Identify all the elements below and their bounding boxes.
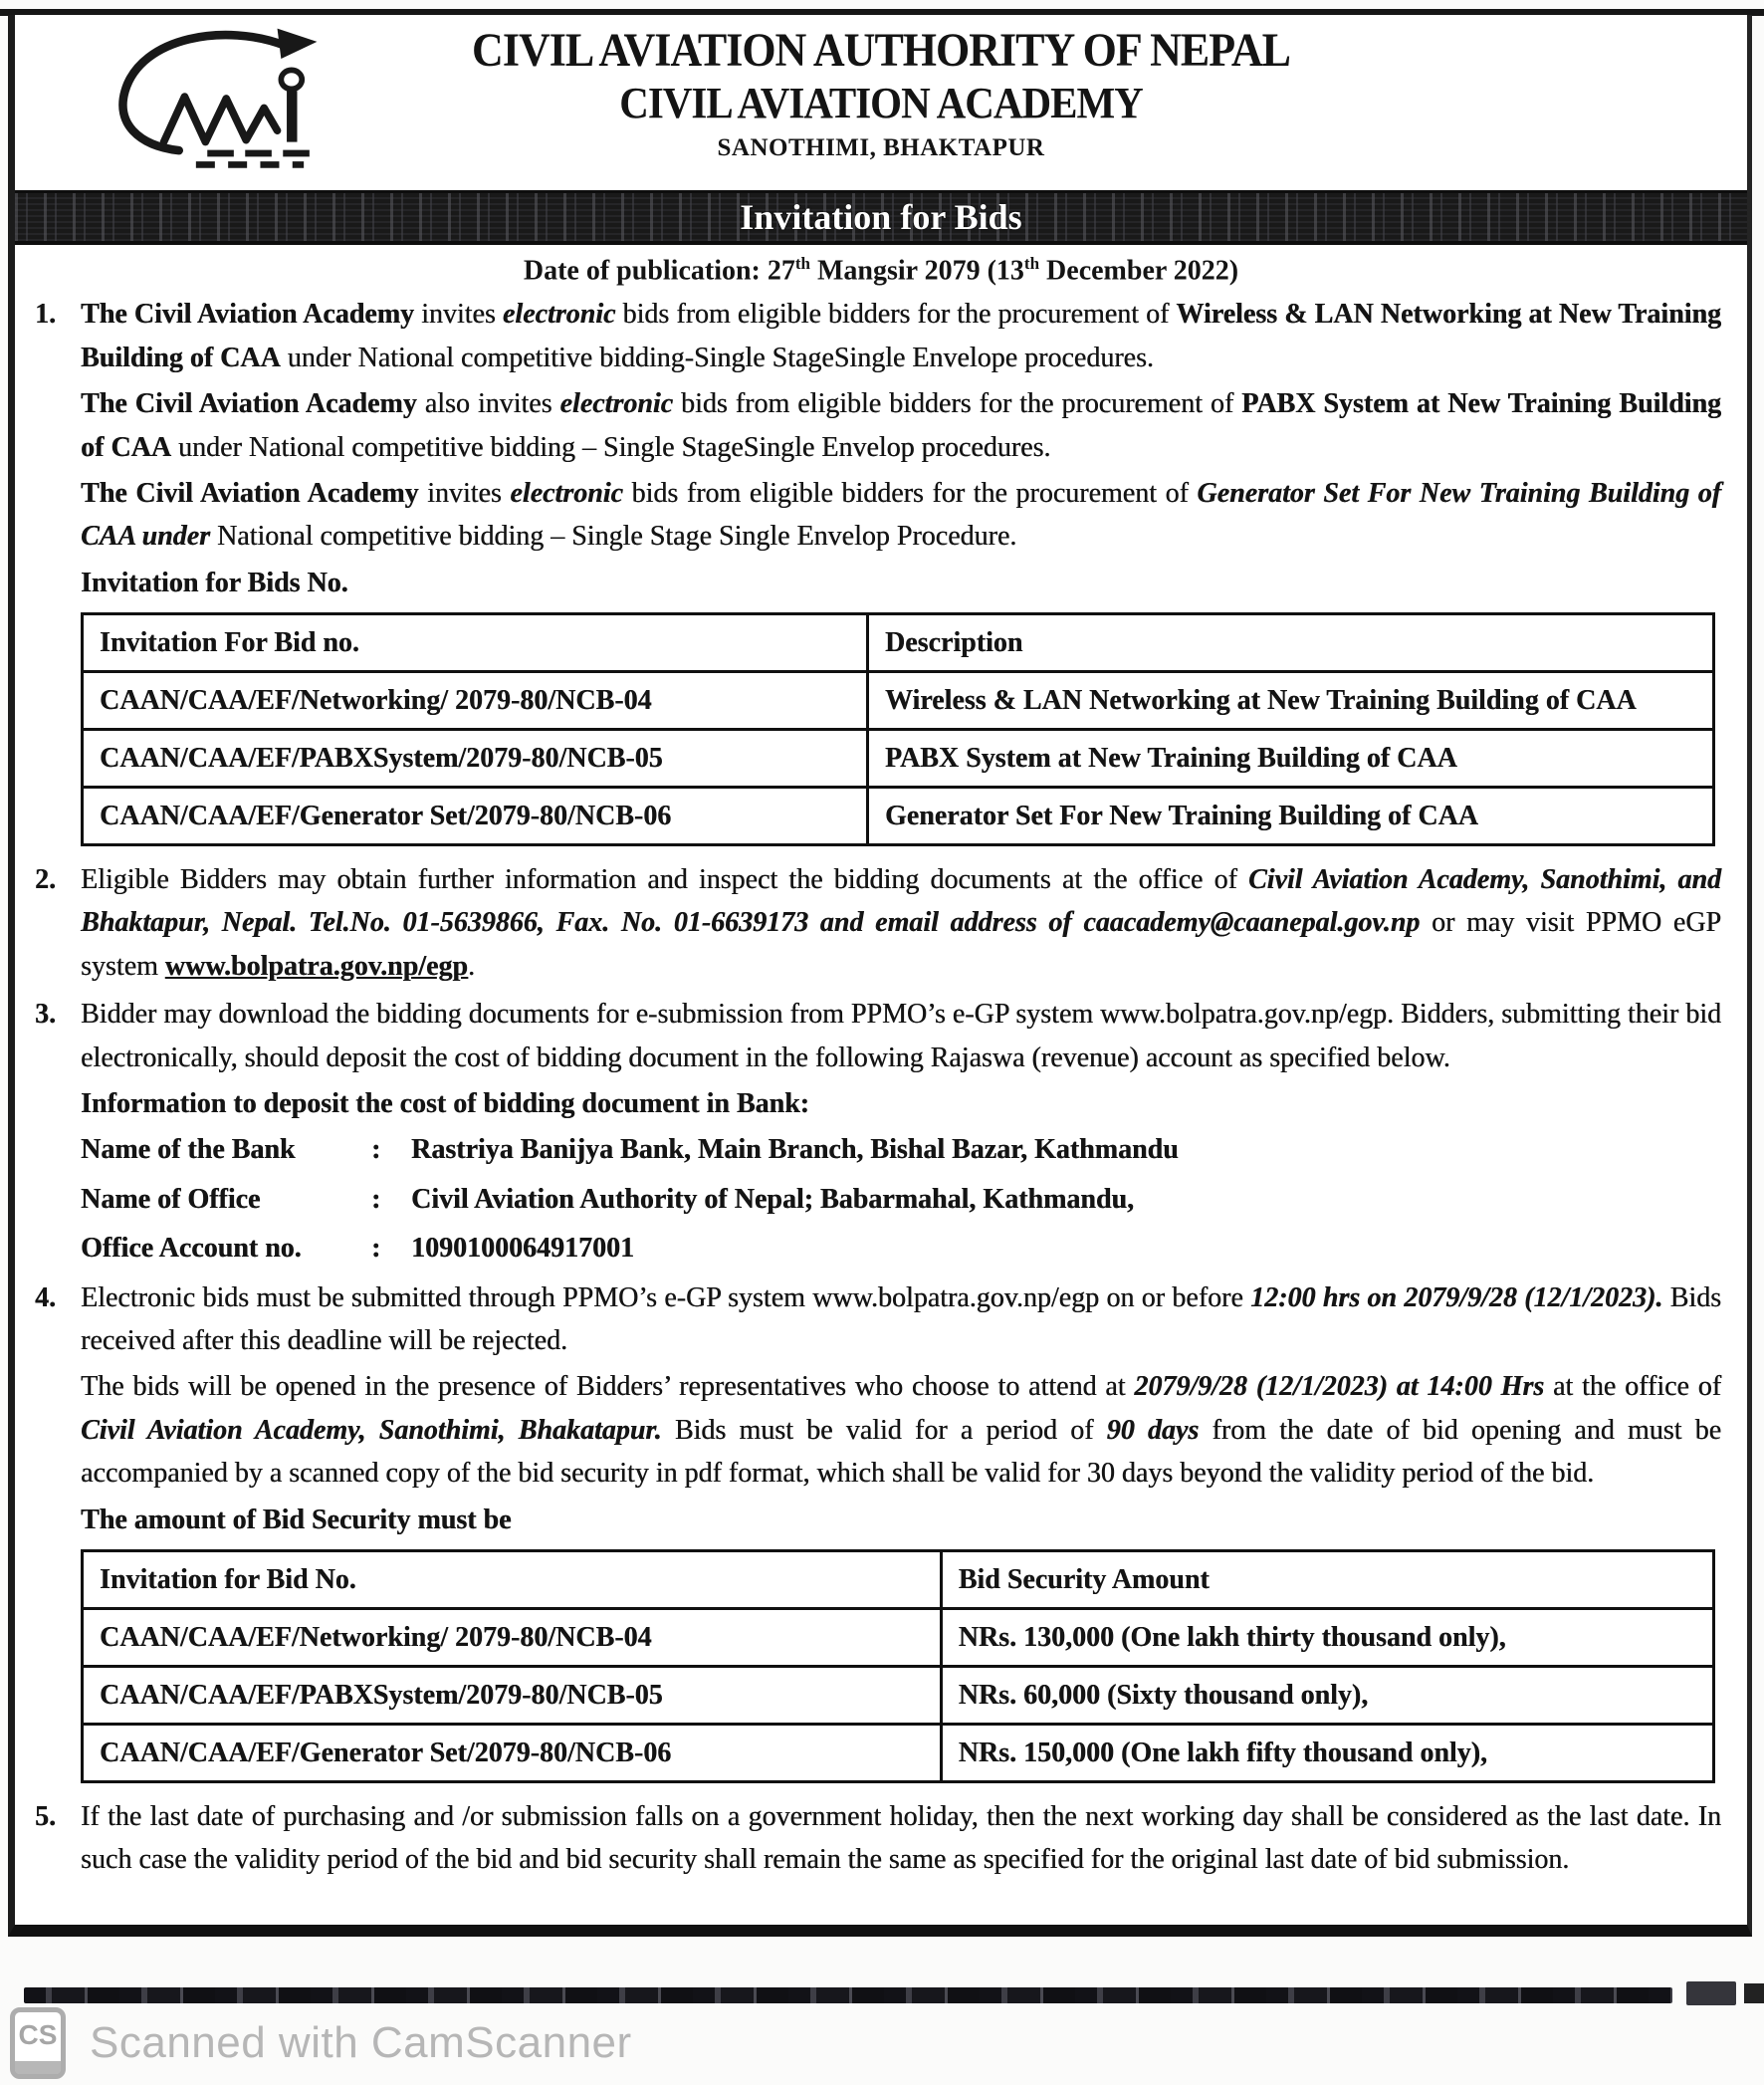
- list-item-4-body: [81, 1276, 1721, 1793]
- document-header: [15, 15, 1747, 190]
- list-item-4: [27, 1276, 1721, 1793]
- paragraph-generator: [81, 472, 1721, 559]
- table-header-row: [83, 614, 1714, 672]
- list-item-5: [27, 1795, 1721, 1885]
- camscanner-icon-label: CS: [18, 2019, 58, 2050]
- paragraph-bid-opening: [81, 1365, 1721, 1495]
- camscanner-footer: [10, 2007, 632, 2079]
- text-run: Civil Aviation Academy, Sanothimi, Bhakatapur.: [81, 1414, 662, 1446]
- text-run: The bids will be opened in the presence of Bidders’ representatives who choose to attend at: [81, 1371, 1135, 1403]
- org-location: SANOTHIMI, BHAKTAPUR: [717, 134, 1045, 161]
- bid-no-cell: CAAN/CAA/EF/Networking/ 2079-80/NCB-04: [83, 672, 868, 730]
- text-run: under National competitive bidding – Single StageSingle Envelop procedures.: [171, 431, 1051, 463]
- bank-label: Office Account no.: [81, 1233, 302, 1265]
- paragraph-submission-deadline: [81, 1276, 1721, 1363]
- publication-date-part: December 2022): [1039, 255, 1239, 287]
- security-amount-cell: NRs. 150,000 (One lakh fifty thousand only),: [941, 1724, 1713, 1781]
- camscanner-icon-base: [15, 2061, 61, 2074]
- table-header-row: [83, 1550, 1714, 1608]
- scan-artifact-band: [24, 1987, 1672, 2003]
- document-body: [15, 291, 1747, 1884]
- invitation-banner-title: Invitation for Bids: [740, 197, 1022, 237]
- bank-value: 1090100064917001: [411, 1233, 634, 1265]
- text-run: PABX System at New Training Building of CAA: [81, 388, 1721, 463]
- table-row: [83, 788, 1714, 845]
- publication-date-part: Date of publication: 27: [523, 255, 795, 287]
- description-cell: Generator Set For New Training Building of CAA: [867, 788, 1713, 845]
- text-run: Civil Aviation Academy, Sanothimi, and Bhaktapur, Nepal. Tel.No. 01-5639866, Fax. No. 01-6639173 and email address of caacademy@caanepal.gov.np: [81, 864, 1721, 939]
- publication-date-sup: th: [794, 254, 810, 273]
- text-run: electronic: [559, 388, 674, 420]
- text-run: 12:00 hrs on 2079/9/28 (12/1/2023).: [1250, 1281, 1663, 1313]
- text-run: Bids must be valid for a period of: [661, 1414, 1107, 1446]
- text-run: bids from eligible bidders for the procurement of: [615, 299, 1177, 331]
- text-run: The Civil Aviation Academy: [81, 299, 414, 331]
- text-run: If the last date of purchasing and /or submission falls on a government holiday, then the next working day shall be considered as the last date. In such case the validity period of the bid and bid security shall remain the same as specified for the original last date of bid submission.: [81, 1800, 1721, 1876]
- list-item-5-number: 5.: [35, 1800, 56, 1832]
- text-run: www.bolpatra.gov.np/egp: [164, 950, 468, 982]
- description-cell: Wireless & LAN Networking at New Training Building of CAA: [867, 672, 1713, 730]
- column-header: Description: [867, 614, 1713, 672]
- text-run: from the date of bid opening and must be accompanied by a scanned copy of the bid security in pdf format, which shall be valid for 30 days beyond the validity period of the bid.: [81, 1414, 1721, 1490]
- bank-value: Rastriya Banijya Bank, Main Branch, Bishal Bazar, Kathmandu: [411, 1134, 1179, 1166]
- scan-artifact-blob: [1686, 1981, 1736, 2005]
- text-run: also invites: [416, 388, 560, 420]
- bid-no-cell: CAAN/CAA/EF/PABXSystem/2079-80/NCB-05: [83, 1666, 942, 1724]
- bid-security-table: [81, 1549, 1715, 1783]
- bank-info-block: [81, 1128, 1721, 1270]
- paragraph-holiday-rule: [81, 1795, 1721, 1882]
- bid-no-cell: CAAN/CAA/EF/Networking/ 2079-80/NCB-04: [83, 1608, 942, 1666]
- text-run: 90 days: [1106, 1414, 1200, 1446]
- list-item-1-number: 1.: [35, 299, 56, 331]
- org-name-primary: CIVIL AVIATION AUTHORITY OF NEPAL: [472, 24, 1290, 77]
- list-item-2-body: [81, 858, 1721, 991]
- org-name-secondary: CIVIL AVIATION ACADEMY: [619, 78, 1143, 127]
- text-run: Bids received after this deadline will be rejected.: [81, 1281, 1721, 1356]
- bid-no-cell: CAAN/CAA/EF/Generator Set/2079-80/NCB-06: [83, 1724, 942, 1781]
- text-run: 2079/9/28 (12/1/2023) at 14:00 Hrs: [1134, 1371, 1545, 1403]
- text-run: electronic: [510, 477, 623, 509]
- bank-value: Civil Aviation Authority of Nepal; Babarmahal, Kathmandu,: [411, 1183, 1135, 1215]
- list-item-3-number: 3.: [35, 999, 56, 1031]
- security-amount-cell: NRs. 60,000 (Sixty thousand only),: [941, 1666, 1713, 1724]
- list-item-3-body: [81, 993, 1721, 1274]
- text-run: bids from eligible bidders for the procurement of: [622, 477, 1198, 509]
- bid-no-cell: CAAN/CAA/EF/Generator Set/2079-80/NCB-06: [83, 788, 868, 845]
- list-item-3: [27, 993, 1721, 1274]
- bank-separator: :: [371, 1183, 381, 1215]
- camscanner-icon: [10, 2007, 66, 2079]
- bank-label: Name of Office: [81, 1183, 261, 1215]
- camscanner-watermark-text: Scanned with CamScanner: [90, 2018, 632, 2067]
- list-item-1: [27, 293, 1721, 856]
- bids-no-heading: Invitation for Bids No.: [81, 567, 348, 598]
- text-run: National competitive bidding – Single Stage Single Envelop Procedure.: [209, 521, 1017, 553]
- paragraph-networking: [81, 293, 1721, 379]
- document-page: [8, 15, 1752, 1937]
- invitation-banner: [15, 190, 1747, 245]
- table-row: [83, 672, 1714, 730]
- list-item-4-number: 4.: [35, 1281, 56, 1313]
- text-run: The Civil Aviation Academy: [81, 477, 419, 509]
- paragraph-pabx: [81, 382, 1721, 469]
- table-row: [83, 1724, 1714, 1781]
- text-run: bids from eligible bidders for the procurement of: [673, 388, 1242, 420]
- list-item-5-body: [81, 1795, 1721, 1885]
- text-run: invites: [418, 477, 511, 509]
- paragraph-download-deposit: [81, 993, 1721, 1079]
- list-item-2: [27, 858, 1721, 991]
- text-run: at the office of: [1544, 1371, 1721, 1403]
- bid-numbers-table: [81, 612, 1715, 846]
- text-run: under National competitive bidding-Single StageSingle Envelope procedures.: [280, 342, 1154, 373]
- bank-separator: :: [371, 1134, 381, 1166]
- bank-separator: :: [371, 1233, 381, 1265]
- bank-info-heading: Information to deposit the cost of bidding document in Bank:: [81, 1088, 809, 1120]
- column-header: Bid Security Amount: [941, 1550, 1713, 1608]
- text-run: Bidder may download the bidding documents for e-submission from PPMO’s e-GP system www.bolpatra.gov.np/egp. Bidders, submitting their bid electronically, should deposit the cost of bidding document in the following Rajaswa (revenue) account as specified below.: [81, 999, 1721, 1073]
- publication-date-sup: th: [1023, 254, 1040, 273]
- text-run: The Civil Aviation Academy: [81, 388, 417, 420]
- text-run: invites: [414, 299, 503, 331]
- table-row: [83, 730, 1714, 788]
- text-run: Eligible Bidders may obtain further information and inspect the bidding documents at the office of: [81, 864, 1248, 896]
- table-row: [83, 1608, 1714, 1666]
- text-run: Wireless & LAN Networking at New Training Building of CAA: [81, 299, 1721, 373]
- text-run: Generator Set For New Training Building of CAA under: [81, 477, 1722, 553]
- bank-label: Name of the Bank: [81, 1134, 296, 1166]
- column-header: Invitation for Bid No.: [83, 1550, 942, 1608]
- list-item-1-body: [81, 293, 1721, 856]
- text-run: or may visit PPMO eGP system: [81, 907, 1722, 982]
- publication-date: [15, 254, 1747, 287]
- list-item-2-number: 2.: [35, 864, 56, 896]
- bid-no-cell: CAAN/CAA/EF/PABXSystem/2079-80/NCB-05: [83, 730, 868, 788]
- table-row: [83, 1666, 1714, 1724]
- text-run: Electronic bids must be submitted through PPMO’s e-GP system www.bolpatra.gov.np/egp on or before: [81, 1281, 1251, 1313]
- scan-artifact-blob: [1744, 1983, 1764, 2003]
- paragraph-contact-info: [81, 858, 1721, 988]
- description-cell: PABX System at New Training Building of CAA: [867, 730, 1713, 788]
- bid-security-heading: The amount of Bid Security must be: [81, 1504, 512, 1535]
- publication-date-part: Mangsir 2079 (13: [810, 255, 1024, 287]
- text-run: .: [467, 950, 475, 982]
- text-run: electronic: [502, 299, 616, 331]
- column-header: Invitation For Bid no.: [83, 614, 868, 672]
- security-amount-cell: NRs. 130,000 (One lakh thirty thousand only),: [941, 1608, 1713, 1666]
